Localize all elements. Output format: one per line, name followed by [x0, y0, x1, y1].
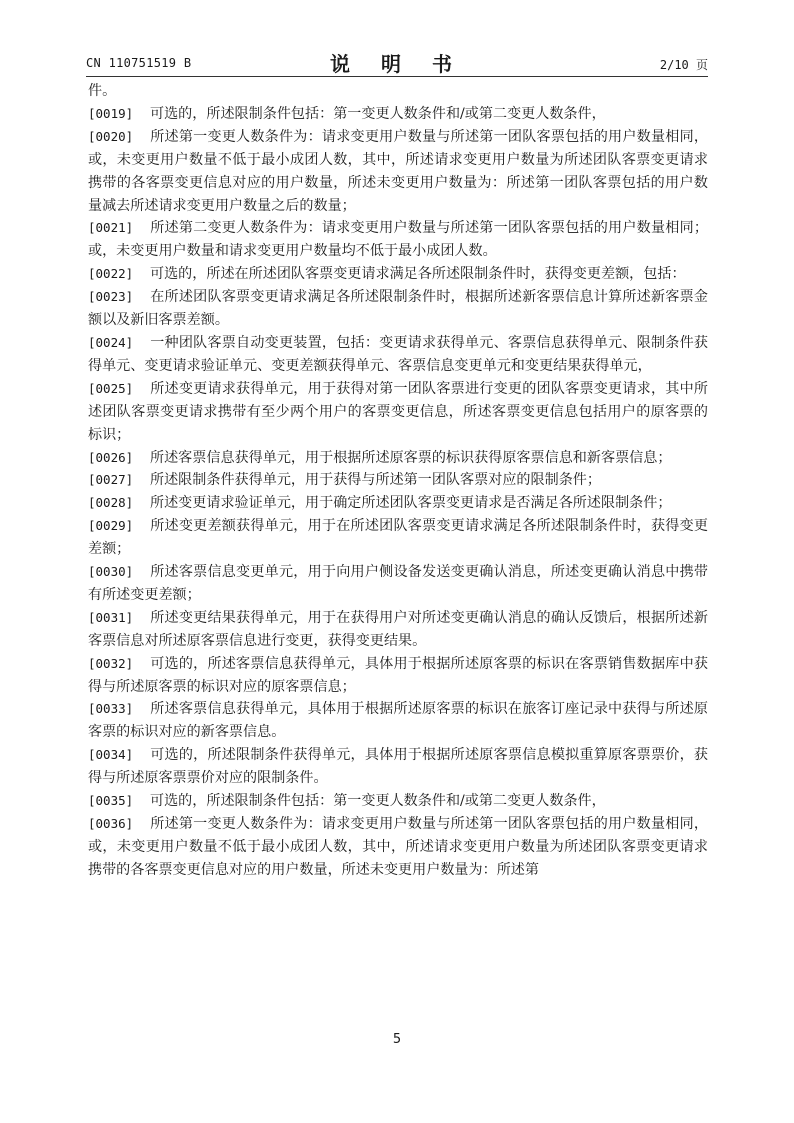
- paragraph-number: [0020]: [88, 128, 134, 144]
- paragraph-number: [0033]: [88, 701, 134, 717]
- paragraph-number: [0032]: [88, 655, 134, 671]
- paragraph: [88, 698, 708, 744]
- paragraph-text: 所述变更请求获得单元，用于获得对第一团队客票进行变更的团队客票变更请求，其中所述团队客票变更请求携带有至少两个用户的客票变更信息，所述客票变更信息包括用户的原客票的标识；: [88, 380, 708, 443]
- paragraph-text: 在所述团队客票变更请求满足各所述限制条件时，根据所述新客票信息计算所述新客票金额以及新旧客票差额。: [88, 289, 708, 329]
- header-divider: [86, 76, 708, 77]
- paragraph-number: [0026]: [88, 449, 134, 465]
- document-body: [88, 80, 708, 882]
- page-indicator: 2/10 页: [659, 58, 708, 72]
- paragraph: [88, 332, 708, 378]
- paragraph-text: 可选的，所述限制条件包括：第一变更人数条件和/或第二变更人数条件，: [150, 793, 606, 810]
- paragraph-number: [0031]: [88, 609, 134, 625]
- paragraph: [88, 561, 708, 607]
- paragraph-text: 可选的，所述限制条件获得单元，具体用于根据所述原客票信息模拟重算原客票票价，获得与所述原客票票价对应的限制条件。: [88, 747, 708, 787]
- paragraph-number: [0030]: [88, 564, 134, 580]
- paragraph-text: 所述第一变更人数条件为：请求变更用户数量与所述第一团队客票包括的用户数量相同，或，未变更用户数量不低于最小成团人数，其中，所述请求变更用户数量为所述团队客票变更请求携带的各客票变更信息对应的用户数量，所述未变更用户数量为：所述第一团队客票包括的用户数量减去所述请求变更用户数量之后的数量；: [88, 128, 708, 214]
- paragraph: [88, 744, 708, 790]
- paragraph: [88, 286, 708, 332]
- paragraph-text: 所述客票信息获得单元，用于根据所述原客票的标识获得原客票信息和新客票信息；: [150, 449, 672, 466]
- paragraph-text: 所述限制条件获得单元，用于获得与所述第一团队客票对应的限制条件；: [150, 472, 601, 489]
- paragraph: [88, 103, 708, 126]
- paragraph-number: [0034]: [88, 747, 134, 763]
- patent-number: CN 110751519 B: [86, 56, 192, 70]
- paragraph: [88, 813, 708, 882]
- paragraph-number: [0036]: [88, 816, 134, 831]
- paragraph-text: 件。: [88, 83, 117, 99]
- paragraph-number: [0035]: [88, 793, 134, 809]
- paragraph-number: [0029]: [88, 518, 134, 534]
- paragraph-number: [0025]: [88, 380, 134, 396]
- paragraph: [88, 653, 708, 699]
- paragraph-number: [0019]: [88, 105, 134, 121]
- paragraph-text: 可选的，所述客票信息获得单元，具体用于根据所述原客票的标识在客票销售数据库中获得与所述原客票的标识对应的原客票信息；: [88, 655, 708, 695]
- paragraph-text: 所述变更请求验证单元，用于确定所述团队客票变更请求是否满足各所述限制条件；: [150, 495, 672, 512]
- paragraph: [88, 790, 708, 813]
- paragraph: [88, 492, 708, 515]
- paragraph: [88, 263, 708, 286]
- paragraph-number: [0021]: [88, 220, 134, 236]
- paragraph-text: 所述客票信息变更单元，用于向用户侧设备发送变更确认消息，所述变更确认消息中携带有所述变更差额；: [88, 564, 708, 603]
- paragraph-text: 所述第一变更人数条件为：请求变更用户数量与所述第一团队客票包括的用户数量相同，或，未变更用户数量不低于最小成团人数，其中，所述请求变更用户数量为所述团队客票变更请求携带的各客票变更信息对应的用户数量，所述未变更用户数量为：所述第: [88, 816, 708, 878]
- paragraph-number: [0023]: [88, 289, 134, 305]
- paragraph: [88, 126, 708, 218]
- page-header: [86, 46, 708, 76]
- paragraph: [88, 447, 708, 470]
- paragraph: [88, 378, 708, 447]
- paragraph-text: 一种团队客票自动变更装置，包括：变更请求获得单元、客票信息获得单元、限制条件获得单元、变更请求验证单元、变更差额获得单元、客票信息变更单元和变更结果获得单元，: [88, 334, 708, 374]
- document-title: 说 明 书: [330, 52, 464, 76]
- paragraph: [88, 469, 708, 492]
- paragraph-text: 所述变更差额获得单元，用于在所述团队客票变更请求满足各所述限制条件时，获得变更差额；: [88, 518, 708, 558]
- paragraph-text: 所述客票信息获得单元，具体用于根据所述原客票的标识在旅客订座记录中获得与所述原客票的标识对应的新客票信息。: [88, 701, 708, 741]
- paragraph-number: [0022]: [88, 266, 134, 282]
- paragraph: [88, 80, 708, 103]
- paragraph-number: [0028]: [88, 495, 134, 511]
- paragraph: [88, 515, 708, 561]
- paragraph: [88, 217, 708, 263]
- paragraph-text: 可选的，所述在所述团队客票变更请求满足各所述限制条件时，获得变更差额，包括：: [150, 266, 686, 283]
- paragraph-text: 所述第二变更人数条件为：请求变更用户数量与所述第一团队客票包括的用户数量相同；或，未变更用户数量和请求变更用户数量均不低于最小成团人数。: [88, 220, 708, 260]
- paragraph-number: [0027]: [88, 472, 134, 488]
- paragraph-text: 所述变更结果获得单元，用于在获得用户对所述变更确认消息的确认反馈后，根据所述新客票信息对所述原客票信息进行变更，获得变更结果。: [88, 609, 708, 649]
- paragraph-number: [0024]: [88, 334, 134, 350]
- paragraph-text: 可选的，所述限制条件包括：第一变更人数条件和/或第二变更人数条件，: [150, 105, 606, 122]
- paragraph: [88, 607, 708, 653]
- page-number: 5: [392, 1032, 402, 1047]
